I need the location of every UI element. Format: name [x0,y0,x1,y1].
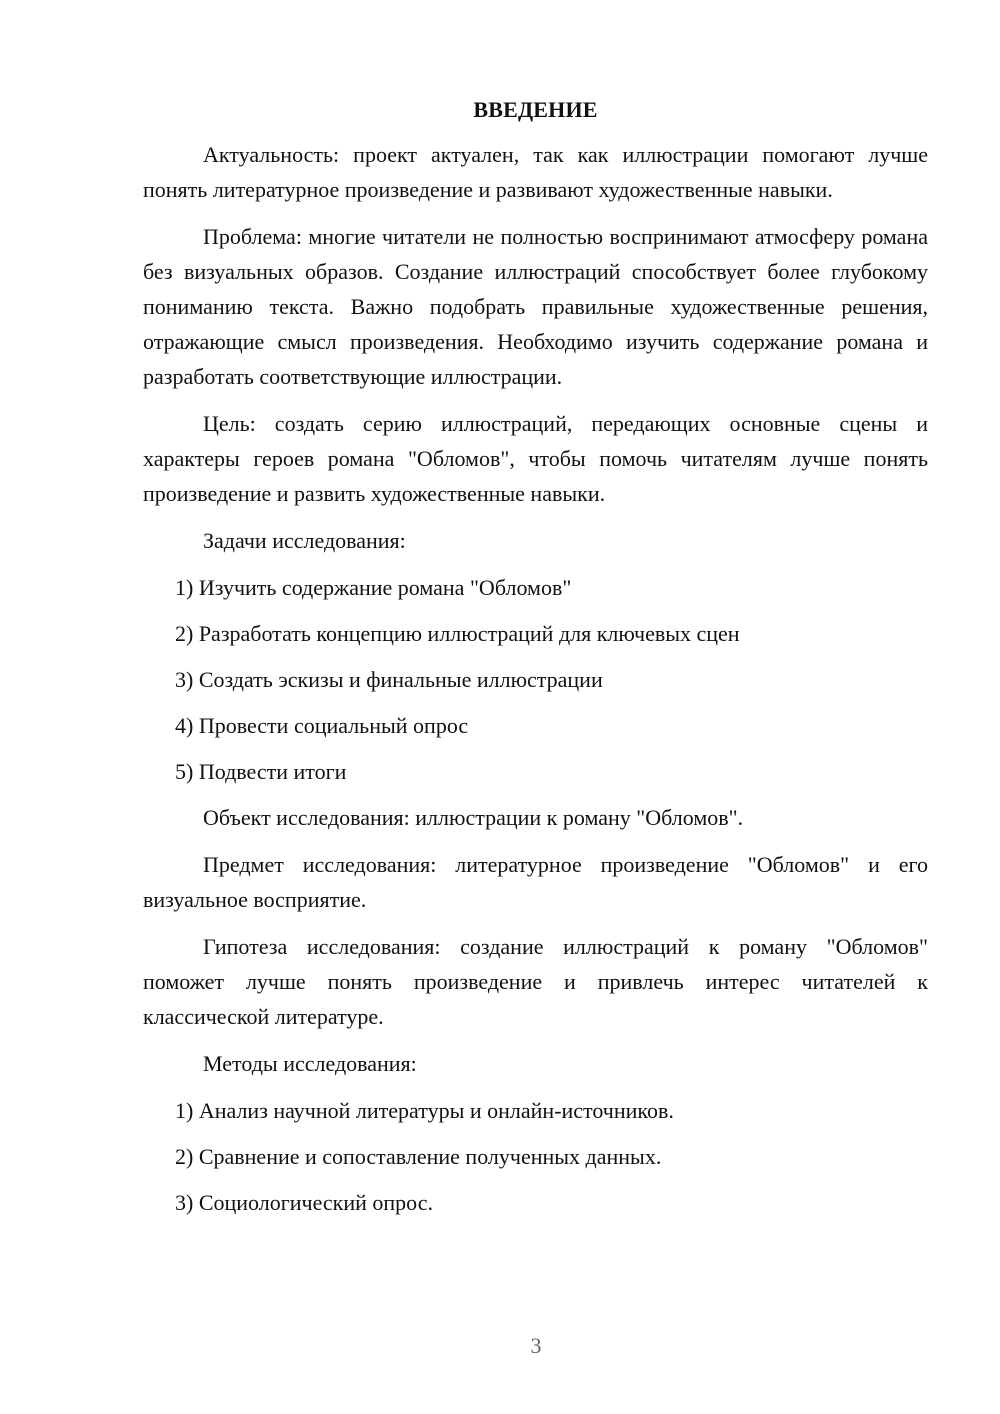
method-item-2: 2) Сравнение и сопоставление полученных данных. [175,1144,662,1169]
hypothesis-paragraph: Гипотеза исследования: создание иллюстраций к роману "Обломов" поможет лучше понять произведение и привлечь интерес читателей к классической литературе. [143,934,928,1029]
methods-heading: Методы исследования: [203,1051,417,1076]
tasks-list [143,570,928,790]
task-item-2: 2) Разработать концепцию иллюстраций для ключевых сцен [175,621,740,646]
section-title: ВВЕДЕНИЕ [473,97,598,122]
page-content [143,95,928,1231]
tasks-heading: Задачи исследования: [203,528,406,553]
relevance-paragraph: Актуальность: проект актуален, так как иллюстрации помогают лучше понять литературное произведение и развивают художественные навыки. [143,142,928,202]
task-item-3: 3) Создать эскизы и финальные иллюстрации [175,667,603,692]
method-item-3: 3) Социологический опрос. [175,1190,433,1215]
methods-list [143,1093,928,1221]
task-item-1: 1) Изучить содержание романа "Обломов" [175,575,572,600]
page-number: 3 [530,1333,542,1358]
object-paragraph: Объект исследования: иллюстрации к роману "Обломов". [203,805,744,830]
method-item-1: 1) Анализ научной литературы и онлайн-источников. [175,1098,674,1123]
problem-paragraph: Проблема: многие читатели не полностью воспринимают атмосферу романа без визуальных образов. Создание иллюстраций способствует более глубокому пониманию текста. Важно подобрать правильные художественные решения, отражающие смысл произведения. Необходимо изучить содержание романа и разработать соответствующие иллюстрации. [143,224,928,389]
task-item-5: 5) Подвести итоги [175,759,347,784]
task-item-4: 4) Провести социальный опрос [175,713,469,738]
goal-paragraph: Цель: создать серию иллюстраций, передающих основные сцены и характеры героев романа "Обломов", чтобы помочь читателям лучше понять произведение и развить художественные навыки. [143,411,928,506]
subject-paragraph: Предмет исследования: литературное произведение "Обломов" и его визуальное восприятие. [143,852,928,912]
